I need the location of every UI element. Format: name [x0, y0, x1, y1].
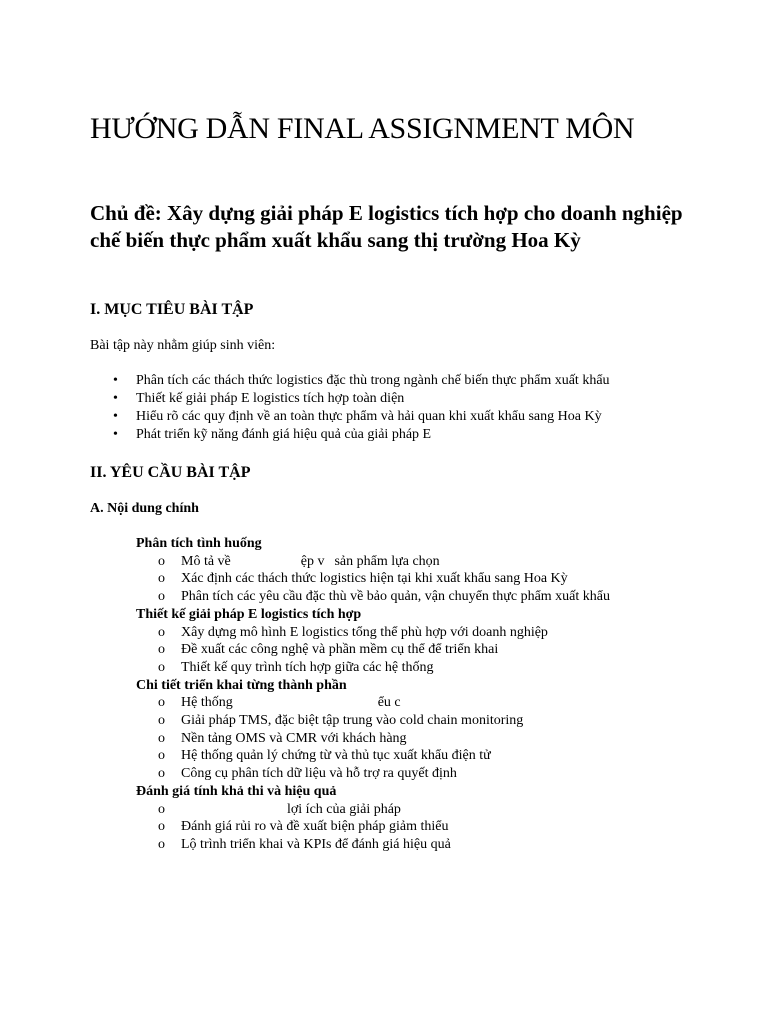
bullet-icon: •	[113, 427, 118, 442]
group-title: Thiết kế giải pháp E logistics tích hợp	[136, 606, 362, 622]
section-2-subheading: A. Nội dung chính	[90, 501, 199, 516]
section-2-heading: II. YÊU CẦU BÀI TẬP	[90, 464, 251, 481]
list-item: • Phân tích các thách thức logistics đặc thù trong ngành chế biến thực phẩm xuất khẩu	[113, 373, 610, 388]
list-item: o Đề xuất các công nghệ và phần mềm cụ thể để triển khai	[158, 642, 499, 658]
list-item: o Lộ trình triển khai và KPIs để đánh giá hiệu quả	[158, 836, 451, 852]
requirements-outline	[136, 535, 610, 854]
section-1-heading: I. MỤC TIÊU BÀI TẬP	[90, 301, 254, 318]
list-item: o Phân tích các yêu cầu đặc thù về bảo quản, vận chuyển thực phẩm xuất khẩu	[158, 589, 610, 605]
bullet-icon: •	[113, 373, 118, 388]
list-item: o Xây dựng mô hình E logistics tổng thể phù hợp với doanh nghiệp	[158, 624, 548, 640]
list-item: o Hệ thống ểu c	[158, 695, 401, 711]
group-title: Đánh giá tính khả thi và hiệu quả	[136, 783, 337, 799]
circle-bullet-icon: o	[158, 659, 165, 675]
list-item: o Giải pháp TMS, đặc biệt tập trung vào cold chain monitoring	[158, 713, 524, 729]
list-item: • Hiểu rõ các quy định về an toàn thực phẩm và hải quan khi xuất khẩu sang Hoa Kỳ	[113, 409, 602, 424]
circle-bullet-icon: o	[158, 571, 165, 587]
circle-bullet-icon: o	[158, 624, 165, 640]
circle-bullet-icon: o	[158, 748, 165, 764]
bullet-icon: •	[113, 391, 118, 406]
list-item: • Thiết kế giải pháp E logistics tích hợp toàn diện	[113, 391, 405, 406]
circle-bullet-icon: o	[158, 695, 165, 711]
document-subtitle: Chủ đề: Xây dựng giải pháp E logistics tích hợp cho doanh nghiệp chế biến thực phẩm xuất khẩu sang thị trường Hoa Kỳ	[90, 201, 683, 252]
list-item: o Xác định các thách thức logistics hiện tại khi xuất khẩu sang Hoa Kỳ	[158, 571, 568, 587]
section-1-intro: Bài tập này nhằm giúp sinh viên:	[90, 338, 276, 353]
list-item: o Đánh giá rủi ro và đề xuất biện pháp giảm thiểu	[158, 819, 449, 835]
circle-bullet-icon: o	[158, 801, 165, 817]
list-item: o Nền tảng OMS và CMR với khách hàng	[158, 730, 407, 746]
circle-bullet-icon: o	[158, 766, 165, 782]
list-item: o Thiết kế quy trình tích hợp giữa các hệ thống	[158, 659, 434, 675]
list-item: o Mô tả về ệp v sản phẩm lựa chọn	[158, 553, 440, 569]
circle-bullet-icon: o	[158, 730, 165, 746]
group-title: Chi tiết triển khai từng thành phần	[136, 677, 347, 693]
document-title: HƯỚNG DẪN FINAL ASSIGNMENT MÔN	[90, 112, 635, 145]
circle-bullet-icon: o	[158, 589, 165, 605]
circle-bullet-icon: o	[158, 713, 165, 729]
circle-bullet-icon: o	[158, 819, 165, 835]
list-item: o lợi ích của giải pháp	[158, 801, 401, 817]
group-title: Phân tích tình huống	[136, 536, 262, 551]
circle-bullet-icon: o	[158, 642, 165, 658]
circle-bullet-icon: o	[158, 836, 165, 852]
list-item: o Công cụ phân tích dữ liệu và hỗ trợ ra quyết định	[158, 766, 457, 782]
list-item: o Hệ thống quản lý chứng từ và thủ tục xuất khẩu điện tử	[158, 748, 491, 764]
bullet-icon: •	[113, 409, 118, 424]
objectives-list	[90, 372, 610, 444]
circle-bullet-icon: o	[158, 553, 165, 569]
list-item: • Phát triển kỹ năng đánh giá hiệu quả của giải pháp E	[113, 427, 432, 442]
